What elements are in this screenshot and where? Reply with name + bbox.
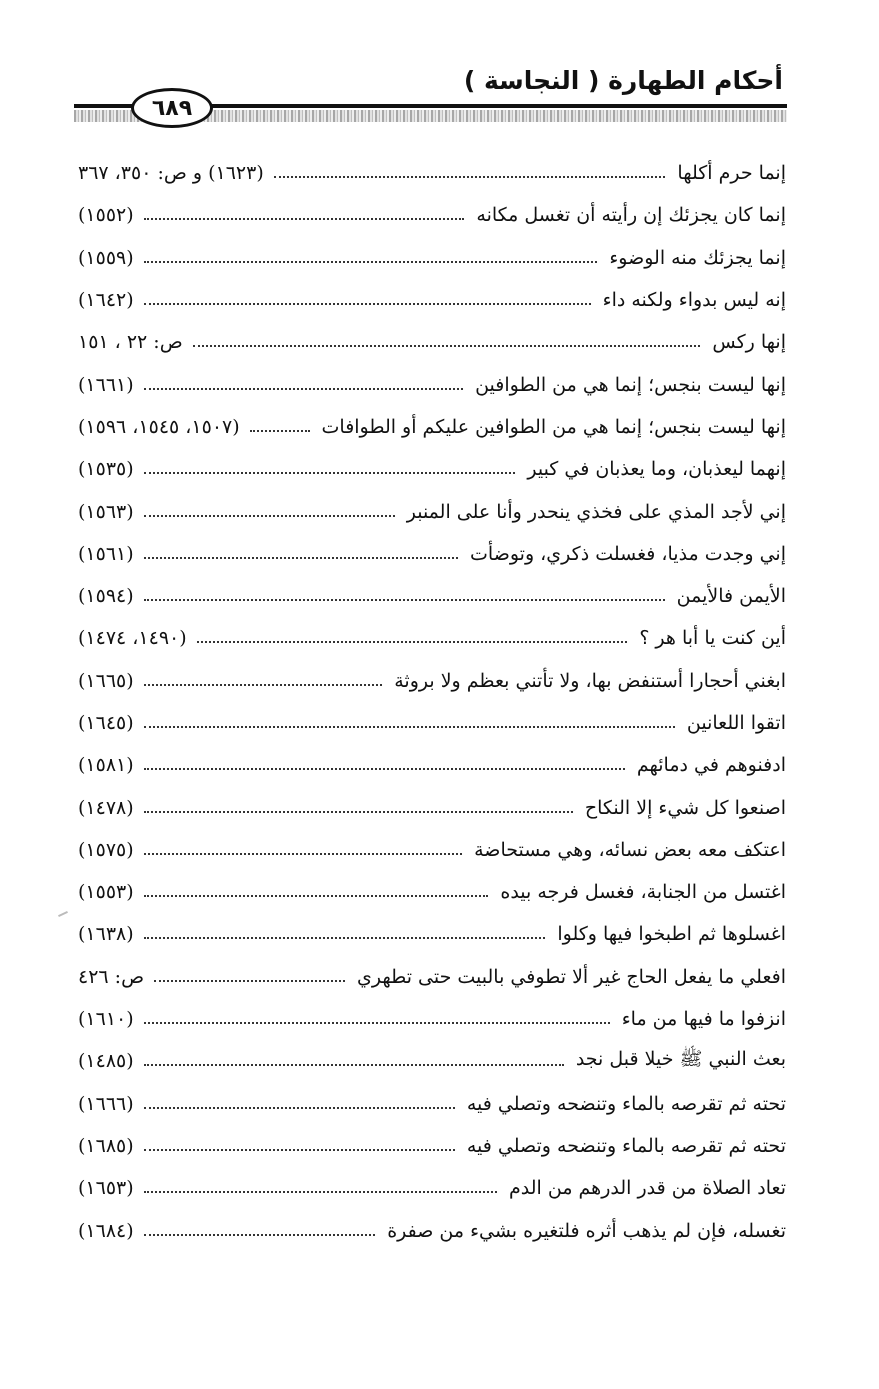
entry-text: تحته ثم تقرصه بالماء وتنضحه وتصلي فيه <box>466 1092 786 1115</box>
entry-text: اغتسل من الجنابة، فغسل فرجه بيده <box>500 881 786 904</box>
index-entry <box>78 1125 786 1167</box>
dot-leader <box>144 557 458 559</box>
entry-reference: (١٦٢٣) و ص: ٣٥٠، ٣٦٧ <box>78 162 264 185</box>
entry-text: انزفوا ما فيها من ماء <box>621 1008 786 1031</box>
dot-leader <box>144 261 598 263</box>
entry-text: بعث النبي ﷺ خيلا قبل نجد <box>575 1048 786 1071</box>
dot-leader <box>144 1234 376 1236</box>
entry-reference: ص: ٢٢ ، ١٥١ <box>78 331 183 354</box>
entry-reference: (١٦٦٥) <box>78 669 134 692</box>
entry-reference: (١٥٥٢) <box>78 204 134 227</box>
entry-reference: ص: ٤٢٦ <box>78 965 145 988</box>
dot-leader <box>144 515 395 517</box>
entry-reference: (١٤٨٥) <box>78 1050 134 1073</box>
entry-text: إنما كان يجزئك إن رأيته أن تغسل مكانه <box>476 204 786 227</box>
dot-leader <box>197 641 628 643</box>
index-entry <box>78 617 786 659</box>
dot-leader <box>144 388 463 390</box>
entry-text: اعتكف معه بعض نسائه، وهي مستحاضة <box>474 838 786 861</box>
dot-leader <box>144 1064 564 1066</box>
entry-reference: (١٥٧٥) <box>78 838 134 861</box>
index-entry <box>78 1040 786 1082</box>
entry-text: إنهما ليعذبان، وما يعذبان في كبير <box>527 458 786 481</box>
entry-text: ابغني أحجارا أستنفض بها، ولا تأتني بعظم ولا بروثة <box>394 669 786 692</box>
entry-reference: (١٥٦٣) <box>78 500 134 523</box>
page-header <box>0 0 879 140</box>
dot-leader <box>274 176 666 178</box>
entry-reference: (١٦٨٥) <box>78 1134 134 1157</box>
entry-text: إنما يجزئك منه الوضوء <box>609 246 786 269</box>
entry-text: إنه ليس بدواء ولكنه داء <box>602 289 786 312</box>
index-entry <box>78 533 786 575</box>
dot-leader <box>144 937 546 939</box>
dot-leader <box>144 1149 455 1151</box>
entry-reference: (١٥٨١) <box>78 754 134 777</box>
entry-text: الأيمن فالأيمن <box>676 585 786 608</box>
entry-text: تغسله، فإن لم يذهب أثره فلتغيره بشيء من صفرة <box>387 1219 786 1242</box>
index-entry <box>78 321 786 363</box>
dot-leader <box>144 303 591 305</box>
entry-text: إنها ليست بنجس؛ إنما هي من الطوافين <box>475 373 786 396</box>
dot-leader <box>144 1107 455 1109</box>
index-entry <box>78 786 786 828</box>
margin-mark <box>58 911 68 917</box>
entry-text: إنها ركس <box>712 331 786 354</box>
page-number: ٦٨٩ <box>151 95 193 121</box>
index-entry <box>78 744 786 786</box>
dot-leader <box>144 1191 497 1193</box>
dot-leader <box>144 218 465 220</box>
index-entry <box>78 913 786 955</box>
index-entry <box>78 1167 786 1209</box>
index-entry <box>78 956 786 998</box>
entry-reference: (١٦٣٨) <box>78 923 134 946</box>
dot-leader <box>144 472 516 474</box>
index-entry <box>78 660 786 702</box>
dot-leader <box>144 684 383 686</box>
entry-text: اتقوا اللعانين <box>686 712 786 734</box>
index-entry <box>78 448 786 490</box>
dot-leader <box>144 599 665 601</box>
entry-text: تعاد الصلاة من قدر الدرهم من الدم <box>509 1177 786 1200</box>
dot-leader <box>144 726 675 728</box>
entry-reference: (١٦٦٦) <box>78 1092 134 1115</box>
entry-reference: (١٥٩٤) <box>78 585 134 608</box>
entry-reference: (١٦٥٣) <box>78 1177 134 1200</box>
index-entry <box>78 1083 786 1125</box>
dot-leader <box>144 895 489 897</box>
entry-reference: (١٦٨٤) <box>78 1219 134 1242</box>
dot-leader <box>144 768 625 770</box>
entry-text: ادفنوهم في دمائهم <box>636 754 786 777</box>
entry-text: إنما حرم أكلها <box>677 162 786 185</box>
entry-text: اغسلوها ثم اطبخوا فيها وكلوا <box>557 923 786 946</box>
entry-reference: (١٦٤٥) <box>78 712 134 734</box>
entry-text: تحته ثم تقرصه بالماء وتنضحه وتصلي فيه <box>466 1134 786 1157</box>
index-entry <box>78 237 786 279</box>
dot-leader <box>144 853 462 855</box>
dot-leader <box>144 1022 610 1024</box>
entry-text: إني وجدت مذيا، فغسلت ذكري، وتوضأت <box>470 542 786 565</box>
index-entry <box>78 406 786 448</box>
dot-leader <box>154 980 345 982</box>
book-title: أحكام الطهارة ( النجاسة ) <box>463 66 783 95</box>
entry-text: إنها ليست بنجس؛ إنما هي من الطوافين عليكم أو الطوافات <box>321 415 786 438</box>
entry-text: اصنعوا كل شيء إلا النكاح <box>584 796 786 819</box>
index-entry <box>78 998 786 1040</box>
entry-reference: (١٤٩٠، ١٤٧٤) <box>78 627 187 650</box>
dot-leader <box>250 430 310 432</box>
entry-reference: (١٦١٠) <box>78 1008 134 1031</box>
entry-reference: (١٥٦١) <box>78 542 134 565</box>
index-entry <box>78 279 786 321</box>
index-entry <box>78 363 786 405</box>
entry-reference: (١٥٣٥) <box>78 458 134 481</box>
index-entry <box>78 829 786 871</box>
entry-reference: (١٦٦١) <box>78 373 134 396</box>
entry-text: أين كنت يا أبا هر ؟ <box>639 627 786 650</box>
entry-reference: (١٥٠٧، ١٥٤٥، ١٥٩٦) <box>78 415 240 438</box>
entry-reference: (١٥٥٩) <box>78 246 134 269</box>
entry-reference: (١٥٥٣) <box>78 881 134 904</box>
entry-reference: (١٦٤٢) <box>78 289 134 312</box>
page-number-badge <box>131 88 213 128</box>
dot-leader <box>144 811 573 813</box>
entry-text: افعلي ما يفعل الحاج غير ألا تطوفي بالبيت حتى تطهري <box>357 965 786 988</box>
index-entry <box>78 871 786 913</box>
index-entry <box>78 152 786 194</box>
dot-leader <box>193 345 701 347</box>
entry-reference: (١٤٧٨) <box>78 796 134 819</box>
index-entry <box>78 490 786 532</box>
index-entry <box>78 575 786 617</box>
index-entry <box>78 194 786 236</box>
index-entry <box>78 1209 786 1251</box>
index-entry <box>78 702 786 744</box>
hadith-index-list <box>78 152 786 1252</box>
entry-text: إني لأجد المذي على فخذي ينحدر وأنا على المنبر <box>406 500 786 523</box>
